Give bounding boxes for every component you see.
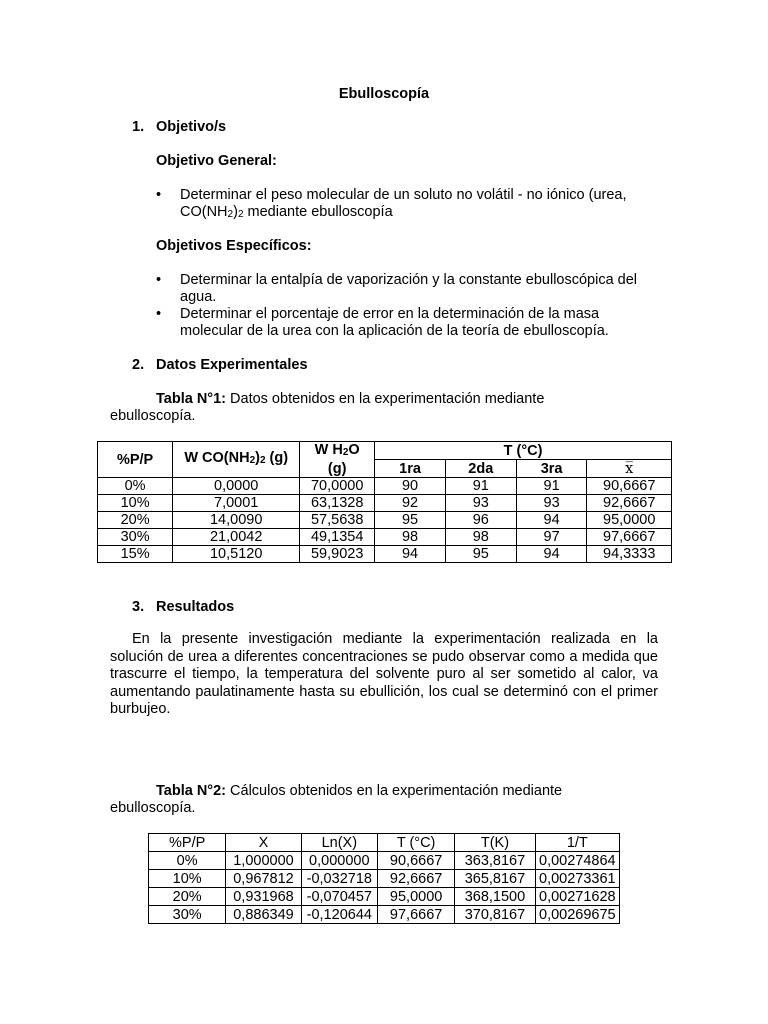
t1-header-w-urea: W $CO(NH_2)_2$ (g) (173, 442, 300, 478)
specific-objective-item: • Determinar la entalpía de vaporización y la constante ebulloscópica del agua. (156, 272, 656, 306)
t2-header-pp: %P/P (149, 834, 226, 852)
table-row: 20% 0,931968 -0,070457 95,0000 368,1500 0,00271628 (149, 888, 620, 906)
t2-header-x: X (226, 834, 301, 852)
section-1-heading: Objetivo/s (156, 119, 227, 135)
document-title: Ebulloscopía (338, 86, 430, 102)
table-row: 20% 14,0090 57,5638 95 96 94 95,0000 (98, 512, 672, 529)
section-2-number: 2. (132, 357, 145, 373)
t1-header-t: T (°C) (375, 442, 672, 460)
table-1-caption: Tabla N°1: Datos obtenidos en la experimentación mediante ebulloscopía. (110, 391, 545, 424)
specific-objectives-list (156, 272, 656, 340)
table-2-caption: Tabla N°2: Cálculos obtenidos en la experimentación mediante ebulloscopía. (110, 783, 563, 816)
t2-header-tc: T (°C) (377, 834, 454, 852)
table-row: 0% 0,0000 70,0000 90 91 91 90,6667 (98, 478, 672, 495)
section-3-heading: Resultados (156, 599, 235, 615)
table-row: 30% 0,886349 -0,120644 97,6667 370,8167 0,00269675 (149, 906, 620, 924)
table-2 (148, 833, 620, 924)
table-1-caption-label: Tabla N°1: (156, 391, 226, 407)
specific-objectives-heading: Objetivos Específicos: (156, 238, 312, 254)
section-2-heading: Datos Experimentales (156, 357, 308, 373)
table-row: 10% 7,0001 63,1328 92 93 93 92,6667 (98, 495, 672, 512)
t2-header-inv-t: 1/T (535, 834, 619, 852)
t1-header-3ra: 3ra (516, 460, 587, 478)
table-row: 0% 1,000000 0,000000 90,6667 363,8167 0,00274864 (149, 852, 620, 870)
section-3-number: 3. (132, 599, 145, 615)
specific-objective-item: • Determinar el porcentaje de error en la determinación de la masa molecular de la urea con la aplicación de la teoría de ebulloscopía. (156, 306, 656, 340)
general-objective-item: • Determinar el peso molecular de un soluto no volátil - no iónico (urea, $CO(NH_2)_2$ mediante ebulloscopía (156, 187, 676, 223)
table-row: 10% 0,967812 -0,032718 92,6667 365,8167 0,00273361 (149, 870, 620, 888)
table-row: 15% 10,5120 59,9023 94 95 94 94,3333 (98, 546, 672, 563)
t1-header-mean: x̅ (587, 460, 672, 478)
table-row: 30% 21,0042 49,1354 98 98 97 97,6667 (98, 529, 672, 546)
t2-header-tk: T(K) (455, 834, 535, 852)
t1-header-w-h2o: W $H_2O$ (g) (300, 442, 375, 478)
general-objective-list (156, 187, 676, 223)
general-objective-heading: Objetivo General: (156, 153, 277, 169)
table-1 (97, 441, 672, 563)
t1-header-2da: 2da (445, 460, 516, 478)
results-paragraph: En la presente investigación mediante la experimentación realizada en la solución de urea a diferentes concentraciones se pudo observar como a medida que trascurre el tiempo, la temperatura del solvente puro al ser sometido al calor, va aumentando paulatinamente hasta su ebullición, los cual se determinó con el primer burbujeo. (110, 631, 658, 718)
t1-header-pp: %P/P (98, 442, 173, 478)
t2-header-lnx: Ln(X) (301, 834, 377, 852)
section-1-number: 1. (132, 119, 145, 135)
t1-header-1ra: 1ra (375, 460, 446, 478)
table-2-caption-label: Tabla N°2: (156, 783, 226, 799)
